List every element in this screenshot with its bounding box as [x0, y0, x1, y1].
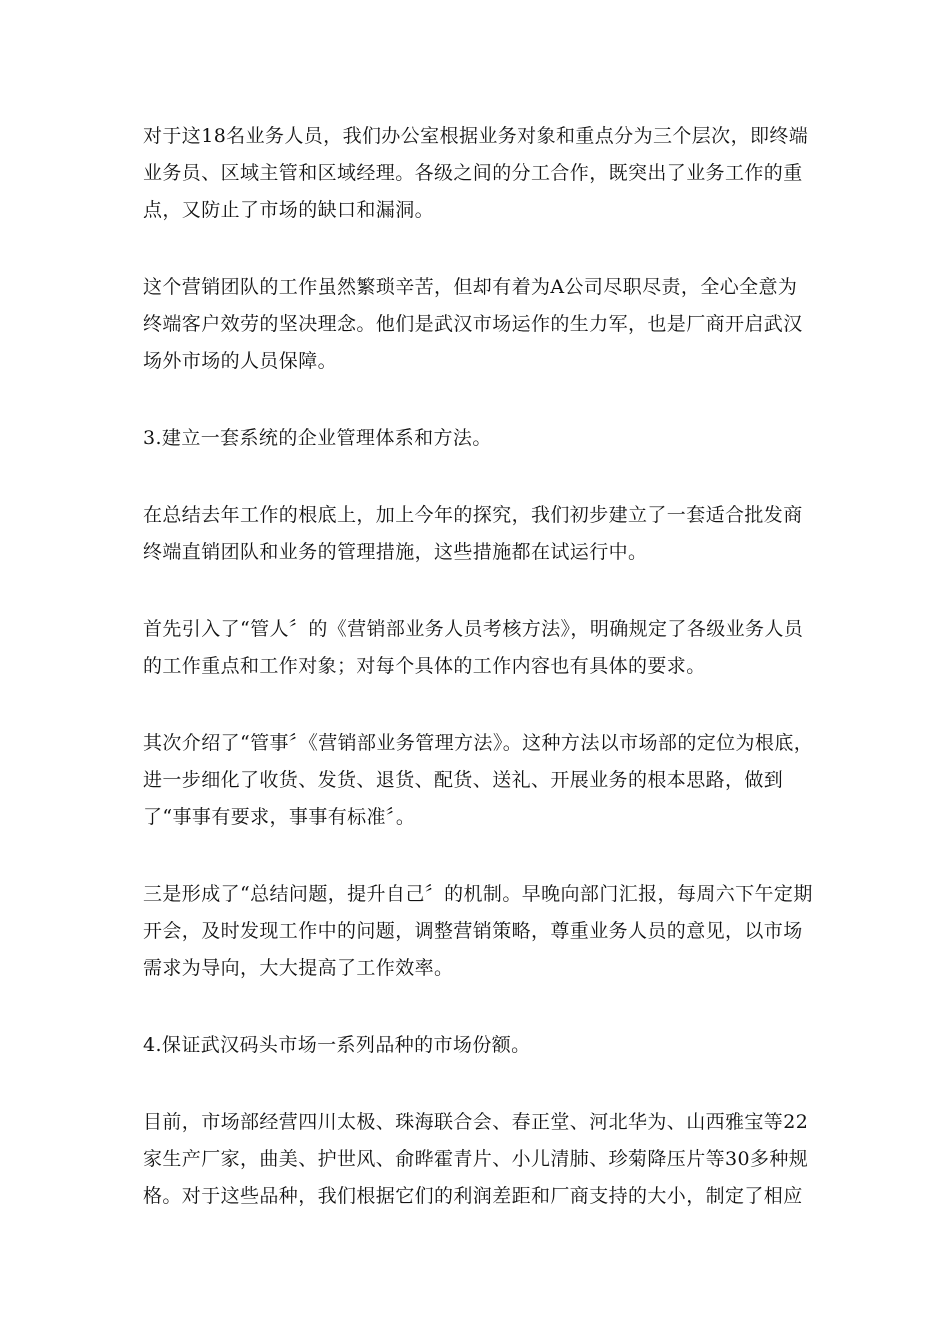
paragraph: 对于这18名业务人员，我们办公室根据业务对象和重点分为三个层次，即终端业务员、区域主管和区域经理。各级之间的分工合作，既突出了业务工作的重点，又防止了市场的缺口和漏洞。 [143, 125, 809, 221]
paragraph: 在总结去年工作的根底上，加上今年的探究，我们初步建立了一套适合批发商终端直销团队和业务的管理措施，这些措施都在试运行中。 [143, 504, 803, 563]
paragraph: 其次介绍了“管事〞《营销部业务管理方法》。这种方法以市场部的定位为根底，进一步细化了收货、发货、退货、配货、送礼、开展业务的根本思路，做到了“事事有要求，事事有标准〞。 [143, 732, 814, 828]
section-heading: 3.建立一套系统的企业管理体系和方法。 [143, 427, 492, 449]
paragraph: 首先引入了“管人〞的《营销部业务人员考核方法》，明确规定了各级业务人员的工作重点和工作对象；对每个具体的工作内容也有具体的要求。 [143, 618, 804, 677]
document-body [143, 118, 815, 1255]
paragraph: 三是形成了“总结问题，提升自己〞的机制。早晚向部门汇报，每周六下午定期开会，及时发现工作中的问题，调整营销策略，尊重业务人员的意见，以市场需求为导向，大大提高了工作效率。 [143, 883, 813, 979]
section-heading: 4.保证武汉码头市场一系列品种的市场份额。 [143, 1034, 531, 1056]
paragraph: 目前，市场部经营四川太极、珠海联合会、春正堂、河北华为、山西雅宝等22家生产厂家，曲美、护世风、俞晔霍青片、小儿清肺、珍菊降压片等30多种规格。对于这些品种，我们根据它们的利润差距和厂商支持的大小，制定了相应 [143, 1111, 809, 1207]
paragraph: 这个营销团队的工作虽然繁琐辛苦，但却有着为A公司尽职尽责，全心全意为终端客户效劳的坚决理念。他们是武汉市场运作的生力军，也是厂商开启武汉场外市场的人员保障。 [143, 276, 803, 372]
